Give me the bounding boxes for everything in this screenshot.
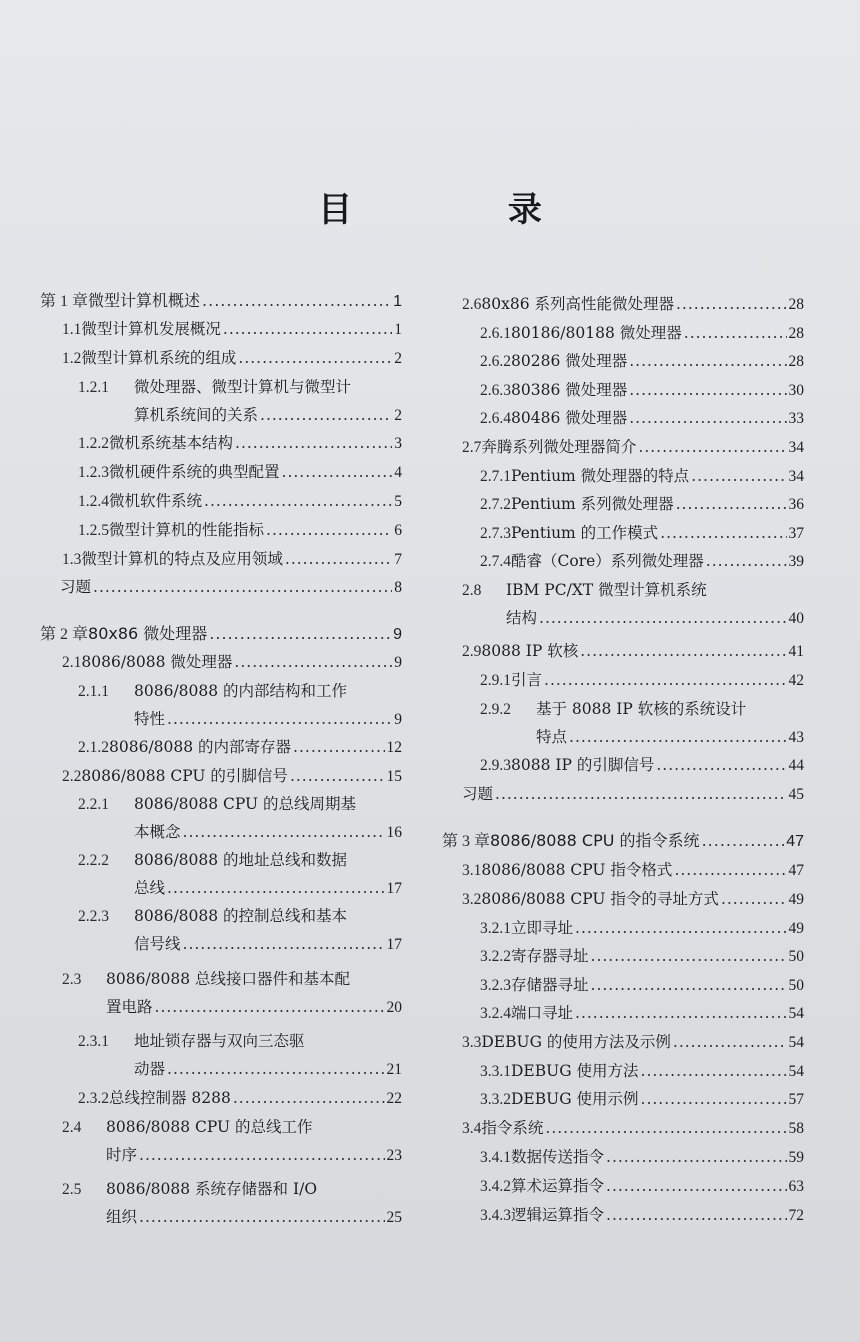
dot-leader [282,458,393,486]
toc-entry [78,516,402,544]
toc-entry-title: 80x86 系列高性能微处理器 [481,295,674,313]
dot-leader [234,648,392,676]
toc-entry [78,1084,402,1112]
toc-entry [62,315,402,343]
toc-entry-page-number: 59 [788,1149,804,1166]
toc-entry-page-number: 9 [394,654,402,671]
toc-entry-number: 3.4 [462,1120,482,1137]
dot-leader [202,287,391,315]
toc-entry [78,790,402,846]
toc-entry-title: 8086/8088 的内部结构和工作 [134,682,348,700]
dot-leader [674,856,786,884]
toc-entry-title: 8086/8088 CPU 指令格式 [481,861,673,879]
toc-entry-page-number: 49 [788,920,804,937]
toc-entry [462,1114,804,1142]
toc-entry [62,965,402,1021]
toc-entry [62,1175,402,1231]
toc-entry-number: 2.1 [62,654,82,671]
toc-entry [480,376,804,404]
dot-leader [606,1143,786,1171]
toc-entry-title: 习题 [462,785,494,803]
toc-entry-number: 2.2.3 [78,908,109,925]
toc-entry [78,487,402,515]
toc-entry-title: 8086/8088 CPU 指令的寻址方式 [481,890,719,908]
toc-entry [480,547,804,575]
dot-leader [93,573,392,601]
dot-leader [673,1028,787,1056]
dot-leader [569,723,786,751]
toc-entry-page-number: 9 [393,626,402,643]
toc-entry-number: 2.7.3 [480,525,511,542]
toc-entry-number: 3.2.2 [480,948,511,965]
toc-entry [480,519,804,547]
toc-entry-page-number: 58 [788,1120,804,1137]
toc-entry-number: 3.3 [462,1034,482,1051]
toc-entry-title: Pentium 的工作模式 [511,524,659,542]
toc-entry-page-number: 8 [394,579,402,596]
toc-entry-title: 8086/8088 总线接口器件和基本配 [106,970,351,988]
toc-entry-title: DEBUG 使用方法 [511,1062,639,1080]
toc-entry-page-number: 4 [394,464,402,481]
dot-leader [167,874,384,902]
toc-entry [40,287,402,315]
toc-entry-title: 微型计算机的特点及应用领域 [81,550,283,568]
toc-entry-number: 1.2.5 [78,522,109,539]
toc-entry-number: 3.2.3 [480,977,511,994]
toc-entry-number: 1.3 [62,551,82,568]
dot-leader [233,1084,385,1112]
toc-entry-title: 8086/8088 CPU 的指令系统 [490,831,700,850]
toc-entry-number: 2.6 [462,296,482,313]
toc-entry-number: 2.2.2 [78,852,109,869]
toc-entry-page-number: 6 [394,522,402,539]
dot-leader [691,462,786,490]
toc-entry-page-number: 17 [386,880,402,897]
toc-entry [62,648,402,676]
toc-entry [480,971,804,999]
dot-leader [676,490,787,518]
toc-entry-page-number: 45 [788,786,804,803]
toc-entry-number: 2.3 [62,971,82,988]
dot-leader [606,1172,786,1200]
toc-entry-number: 2.2 [62,768,82,785]
toc-entry-number: 第 2 章 [40,626,89,643]
toc-entry-number: 1.1 [62,321,82,338]
dot-leader [575,999,786,1027]
toc-entry [480,914,804,942]
toc-entry-number: 2.9 [462,643,482,660]
toc-entry-title: 存储器寻址 [511,976,589,994]
toc-entry-page-number: 15 [386,768,402,785]
toc-entry [462,780,804,808]
toc-entry-page-number: 34 [788,439,804,456]
toc-entry-number: 第 3 章 [442,833,491,850]
toc-entry-title: 8088 IP 软核 [481,642,579,660]
toc-entry-title: 微机硬件系统的典型配置 [109,463,280,481]
toc-entry-number: 2.9.2 [480,701,511,718]
toc-entry-page-number: 17 [386,936,402,953]
dot-leader [684,319,787,347]
toc-entry [480,942,804,970]
toc-entry-number: 2.9.1 [480,672,511,689]
toc-entry [442,827,804,855]
toc-entry-number: 1.2.1 [78,379,109,396]
toc-entry-title: 寄存器寻址 [511,947,589,965]
toc-entry-number: 2.8 [462,582,482,599]
toc-entry-page-number: 5 [394,493,402,510]
dot-leader [209,620,391,648]
dot-leader [641,1057,787,1085]
toc-entry-title: 地址锁存器与双向三态驱 [134,1032,305,1050]
toc-entry [480,751,804,779]
dot-leader [702,827,785,855]
toc-entry-title: 酷睿（Core）系列微处理器 [511,552,704,570]
toc-entry-page-number: 1 [393,293,402,310]
dot-leader [591,942,787,970]
toc-entry-number: 第 1 章 [40,293,89,310]
toc-entry-title: DEBUG 使用示例 [511,1090,639,1108]
dot-leader [235,429,392,457]
toc-entry-title-continued: 总线 [134,879,166,897]
toc-entry-number: 2.6.2 [480,353,511,370]
dot-leader [167,705,392,733]
toc-entry [462,885,804,913]
toc-entry-page-number: 54 [788,1034,804,1051]
toc-entry-title: 算术运算指令 [511,1177,605,1195]
toc-entry [462,1028,804,1056]
toc-entry [480,1143,804,1171]
toc-entry-page-number: 7 [394,551,402,568]
toc-entry [480,490,804,518]
toc-entry [78,1027,402,1083]
dot-leader [660,519,786,547]
toc-entry-page-number: 9 [394,711,402,728]
toc-entry-number: 2.7.4 [480,553,511,570]
toc-entry-title-continued: 结构 [506,609,538,627]
toc-entry-page-number: 16 [386,824,402,841]
toc-entry [480,1057,804,1085]
toc-entry-page-number: 25 [386,1209,402,1226]
toc-entry-number: 3.3.1 [480,1063,511,1080]
toc-entry-title-continued: 组织 [106,1208,138,1226]
dot-leader [591,971,787,999]
toc-entry-number: 3.1 [462,862,482,879]
toc-entry-page-number: 47 [788,862,804,879]
toc-entry-page-number: 1 [394,321,402,338]
toc-entry-page-number: 34 [788,468,804,485]
dot-leader [183,818,385,846]
toc-entry-page-number: 30 [788,382,804,399]
toc-entry [62,344,402,372]
dot-leader [290,762,385,790]
dot-leader [139,1203,384,1231]
toc-entry-number: 2.1.1 [78,683,109,700]
toc-entry-number: 1.2.2 [78,435,109,452]
toc-entry-page-number: 42 [788,672,804,689]
toc-entry [462,290,804,318]
dot-leader [629,404,786,432]
toc-entry-number: 2.7 [462,439,482,456]
dot-leader [539,604,786,632]
toc-entry-title-continued: 本概念 [134,823,181,841]
toc-entry-number: 1.2.3 [78,464,109,481]
dot-leader [495,780,786,808]
toc-entry-number: 3.2.1 [480,920,511,937]
toc-entry-title: 微型计算机的性能指标 [109,521,265,539]
toc-entry-title: Pentium 微处理器的特点 [511,467,690,485]
toc-entry-title: 80286 微处理器 [511,352,628,370]
toc-entry-page-number: 44 [788,757,804,774]
toc-entry [480,1085,804,1113]
toc-entry-page-number: 28 [788,325,804,342]
toc-entry [462,856,804,884]
toc-entry-page-number: 21 [386,1061,402,1078]
dot-leader [606,1201,786,1229]
dot-leader [641,1085,787,1113]
toc-entry-page-number: 28 [788,296,804,313]
toc-entry-number: 2.5 [62,1181,82,1198]
toc-entry-title: 微机系统基本结构 [109,434,234,452]
toc-entry-title: 指令系统 [481,1119,544,1137]
toc-entry [78,733,402,761]
toc-entry-title: 8086/8088 的控制总线和基本 [134,907,348,925]
toc-entry-page-number: 40 [788,610,804,627]
dot-leader [575,914,786,942]
toc-entry-page-number: 37 [788,525,804,542]
dot-leader [238,344,392,372]
toc-entry-page-number: 22 [386,1090,402,1107]
dot-leader [638,433,786,461]
toc-entry [62,762,402,790]
toc-entry-page-number: 2 [394,407,402,424]
dot-leader [285,545,392,573]
toc-entry-title: 基于 8088 IP 软核的系统设计 [536,700,747,718]
toc-entry-page-number: 28 [788,353,804,370]
toc-entry [78,846,402,902]
toc-entry-page-number: 43 [788,729,804,746]
toc-entry [462,433,804,461]
toc-entry [462,637,804,665]
dot-leader [293,733,384,761]
toc-entry-title: 微处理器、微型计算机与微型计 [134,378,352,396]
toc-entry-title-continued: 置电路 [106,998,153,1016]
toc-entry [62,545,402,573]
toc-entry-title: 8086/8088 CPU 的总线周期基 [134,795,357,813]
toc-entry [462,576,804,632]
dot-leader [629,376,786,404]
toc-entry-page-number: 3 [394,435,402,452]
toc-entry-title: 数据传送指令 [511,1148,605,1166]
toc-entry-page-number: 50 [788,977,804,994]
toc-entry-title: 80186/80188 微处理器 [511,324,682,342]
dot-leader [580,637,786,665]
page-title: 目 录 [318,190,614,230]
toc-entry-title: 立即寻址 [511,919,574,937]
toc-entry-page-number: 23 [386,1147,402,1164]
toc-entry [40,620,402,648]
toc-entry-number: 1.2 [62,350,82,367]
dot-leader [629,347,786,375]
dot-leader [656,751,786,779]
toc-entry-title: IBM PC/XT 微型计算机系统 [506,581,707,599]
toc-entry [480,404,804,432]
toc-entry-number: 2.4 [62,1119,82,1136]
toc-entry-page-number: 2 [394,350,402,367]
toc-entry-title: 8086/8088 CPU 的总线工作 [106,1118,313,1136]
toc-entry-title-continued: 信号线 [134,935,181,953]
toc-entry-title: 80486 微处理器 [511,409,628,427]
toc-entry-number: 2.7.1 [480,468,511,485]
toc-entry-title-continued: 时序 [106,1146,138,1164]
toc-entry [480,347,804,375]
toc-entry-page-number: 50 [788,948,804,965]
toc-entry [78,902,402,958]
toc-entry-number: 3.2 [462,891,482,908]
toc-entry-number: 2.2.1 [78,796,109,813]
toc-entry-title-continued: 特点 [536,728,568,746]
dot-leader [204,487,392,515]
toc-entry-title: 引言 [511,671,543,689]
toc-entry-page-number: 54 [788,1063,804,1080]
dot-leader [544,666,786,694]
dot-leader [545,1114,786,1142]
toc-entry-title: 微型计算机发展概况 [81,320,221,338]
dot-leader [676,290,787,318]
toc-entry-title: DEBUG 的使用方法及示例 [481,1033,671,1051]
toc-entry-page-number: 49 [788,891,804,908]
toc-entry [78,373,402,429]
toc-entry-page-number: 47 [786,833,804,850]
toc-entry-number: 2.6.4 [480,410,511,427]
toc-entry [480,999,804,1027]
toc-entry-title: 80x86 微处理器 [88,624,208,643]
toc-entry-page-number: 39 [788,553,804,570]
toc-entry-page-number: 41 [788,643,804,660]
dot-leader [721,885,787,913]
toc-entry-number: 3.4.3 [480,1207,511,1224]
toc-entry-title: 习题 [60,578,92,596]
toc-entry-title: 80386 微处理器 [511,381,628,399]
toc-entry [78,429,402,457]
toc-entry-title: 微型计算机概述 [88,291,201,310]
toc-entry-title: 总线控制器 8288 [109,1089,231,1107]
toc-entry-number: 2.6.3 [480,382,511,399]
toc-entry-page-number: 12 [386,739,402,756]
toc-entry-title: 8086/8088 微处理器 [81,653,233,671]
toc-entry-title: Pentium 系列微处理器 [511,495,674,513]
toc-entry-page-number: 33 [788,410,804,427]
toc-entry [78,458,402,486]
toc-entry [480,1172,804,1200]
toc-entry-page-number: 54 [788,1005,804,1022]
toc-entry-number: 2.1.2 [78,739,109,756]
dot-leader [223,315,392,343]
toc-entry-number: 2.3.2 [78,1090,109,1107]
toc-entry-number: 2.3.1 [78,1033,109,1050]
toc-entry-number: 3.3.2 [480,1091,511,1108]
dot-leader [167,1055,384,1083]
toc-entry [60,573,402,601]
toc-entry [480,319,804,347]
toc-entry-title-continued: 动器 [134,1060,166,1078]
toc-entry-title: 奔腾系列微处理器简介 [481,438,637,456]
toc-entry-page-number: 20 [386,999,402,1016]
toc-entry-number: 3.2.4 [480,1005,511,1022]
dot-leader [260,401,392,429]
toc-entry-page-number: 36 [788,496,804,513]
toc-entry-title: 8086/8088 的内部寄存器 [109,738,292,756]
toc-entry-page-number: 57 [788,1091,804,1108]
toc-entry-title: 逻辑运算指令 [511,1206,605,1224]
dot-leader [183,930,385,958]
toc-entry-title-continued: 算机系统间的关系 [134,406,259,424]
toc-entry [480,695,804,751]
toc-entry-number: 3.4.1 [480,1149,511,1166]
toc-entry-number: 2.6.1 [480,325,511,342]
toc-entry [78,677,402,733]
toc-entry-number: 1.2.4 [78,493,109,510]
toc-entry-number: 2.7.2 [480,496,511,513]
toc-entry-number: 2.9.3 [480,757,511,774]
toc-entry-title: 8088 IP 的引脚信号 [511,756,655,774]
toc-entry-title: 端口寻址 [511,1004,574,1022]
toc-entry-title: 8086/8088 CPU 的引脚信号 [81,767,288,785]
dot-leader [706,547,787,575]
toc-entry-title-continued: 特性 [134,710,166,728]
toc-entry-title: 微机软件系统 [109,492,203,510]
toc-entry-page-number: 63 [788,1178,804,1195]
dot-leader [155,993,385,1021]
toc-entry-title: 8086/8088 系统存储器和 I/O [106,1180,318,1198]
dot-leader [266,516,392,544]
toc-entry-page-number: 72 [788,1207,804,1224]
toc-entry [480,462,804,490]
toc-entry-number: 3.4.2 [480,1178,511,1195]
toc-entry-title: 微型计算机系统的组成 [81,349,237,367]
toc-entry-title: 8086/8088 的地址总线和数据 [134,851,348,869]
toc-entry [480,666,804,694]
toc-entry [480,1201,804,1229]
toc-entry [62,1113,402,1169]
dot-leader [139,1141,384,1169]
